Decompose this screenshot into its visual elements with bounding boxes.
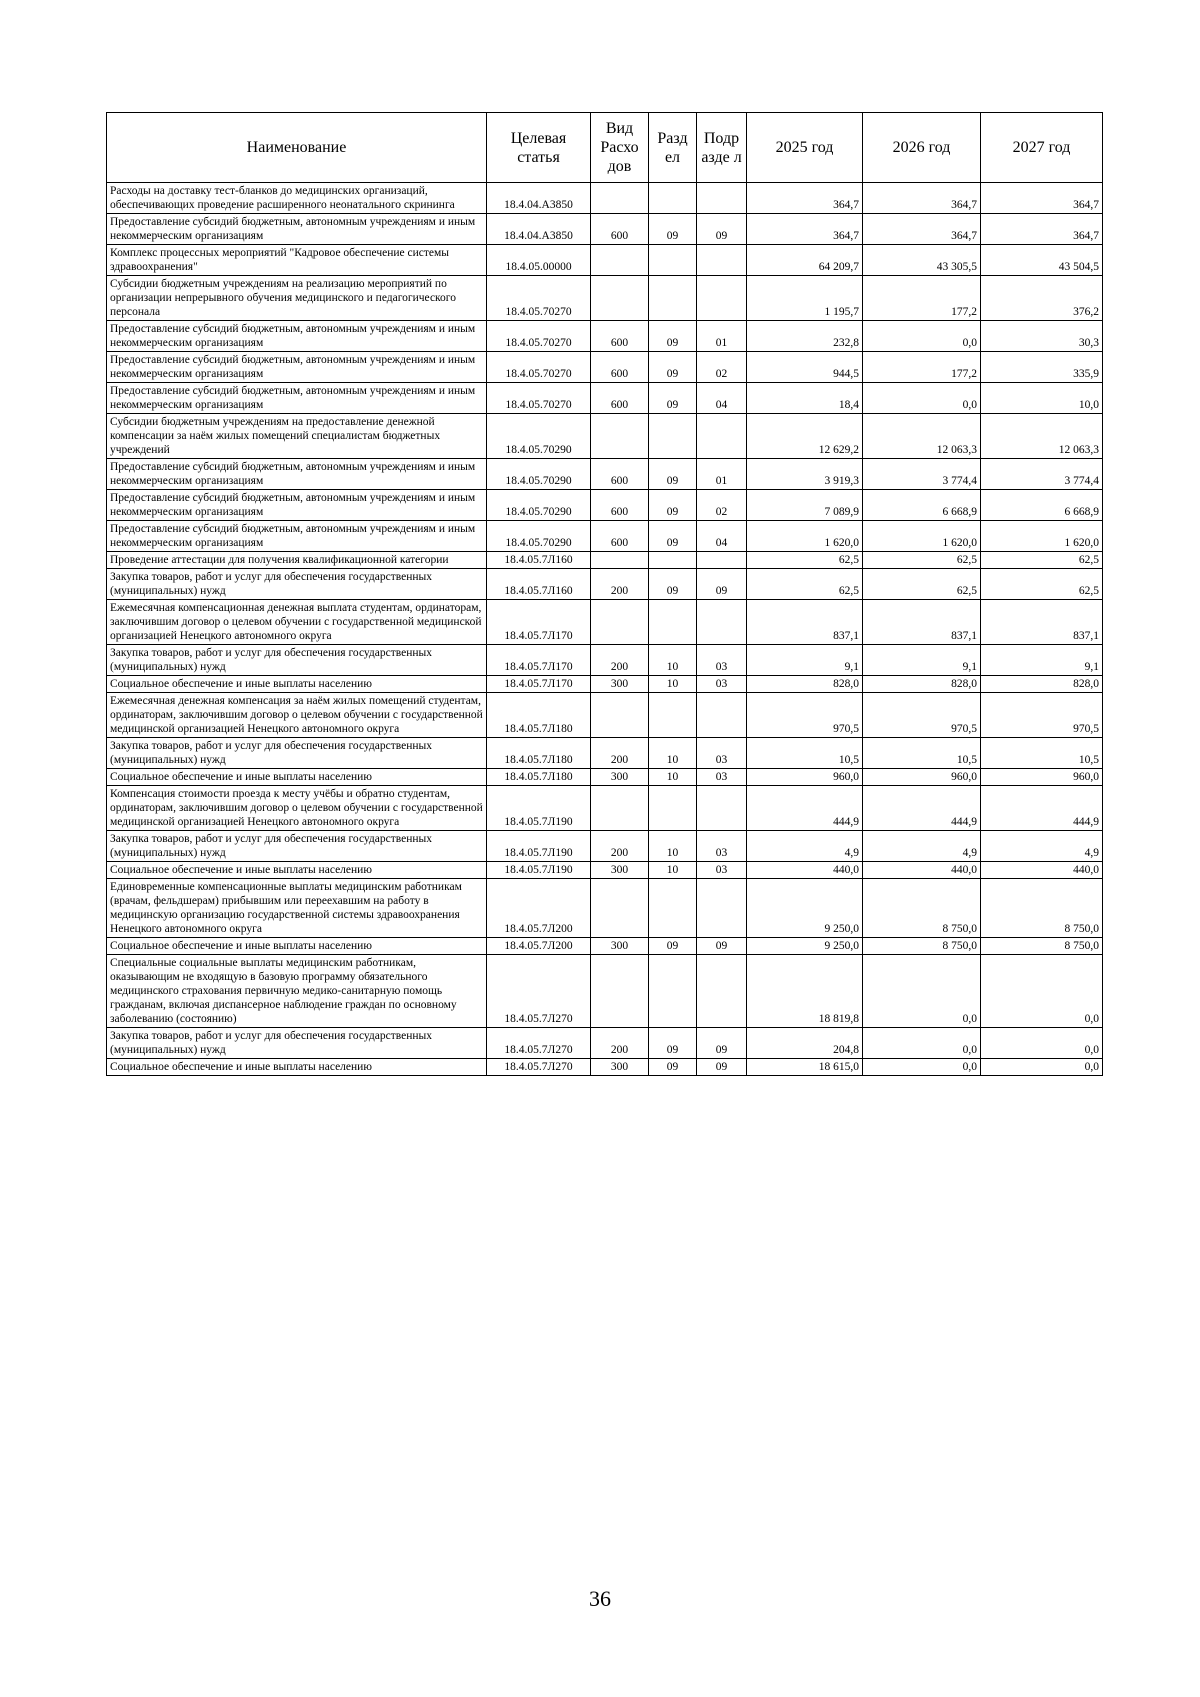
- table-row: [107, 521, 1103, 552]
- table-row: [107, 769, 1103, 786]
- row-2026: 970,5: [863, 693, 981, 738]
- row-2026: 960,0: [863, 769, 981, 786]
- row-subsection: 09: [697, 1059, 747, 1076]
- row-section: 10: [649, 862, 697, 879]
- row-2027: 10,0: [981, 383, 1103, 414]
- row-target-article: 18.4.05.7Л190: [487, 786, 591, 831]
- row-name: Социальное обеспечение и иные выплаты населению: [107, 1059, 487, 1076]
- row-subsection: [697, 245, 747, 276]
- row-2027: 440,0: [981, 862, 1103, 879]
- row-2025: 9 250,0: [747, 938, 863, 955]
- row-2027: 8 750,0: [981, 938, 1103, 955]
- row-target-article: 18.4.05.7Л200: [487, 938, 591, 955]
- row-2025: 12 629,2: [747, 414, 863, 459]
- table-row: [107, 600, 1103, 645]
- row-name: Закупка товаров, работ и услуг для обеспечения государственных (муниципальных) нужд: [107, 1028, 487, 1059]
- row-2025: 364,7: [747, 214, 863, 245]
- row-2026: 0,0: [863, 1059, 981, 1076]
- row-2026: 62,5: [863, 552, 981, 569]
- row-2025: 7 089,9: [747, 490, 863, 521]
- row-expense-type: [591, 276, 649, 321]
- row-expense-type: 600: [591, 214, 649, 245]
- row-2025: 10,5: [747, 738, 863, 769]
- row-target-article: 18.4.05.70270: [487, 383, 591, 414]
- row-subsection: 04: [697, 383, 747, 414]
- row-name: Проведение аттестации для получения квалификационной категории: [107, 552, 487, 569]
- row-target-article: 18.4.05.7Л160: [487, 552, 591, 569]
- row-name: Субсидии бюджетным учреждениям на предоставление денежной компенсации за наём жилых помещений специалистам бюджетных учреждений: [107, 414, 487, 459]
- row-subsection: [697, 786, 747, 831]
- row-name: Единовременные компенсационные выплаты медицинским работникам (врачам, фельдшерам) прибывшим или переехавшим на работу в медицинскую организацию государственной системы здравоохранения Ненецкого автономного округа: [107, 879, 487, 938]
- row-section: [649, 414, 697, 459]
- row-target-article: 18.4.05.70270: [487, 321, 591, 352]
- row-2027: 970,5: [981, 693, 1103, 738]
- row-section: [649, 600, 697, 645]
- row-subsection: 03: [697, 831, 747, 862]
- row-target-article: 18.4.05.7Л190: [487, 831, 591, 862]
- row-expense-type: [591, 879, 649, 938]
- row-2026: 177,2: [863, 276, 981, 321]
- row-subsection: [697, 600, 747, 645]
- table-row: [107, 676, 1103, 693]
- row-subsection: 03: [697, 738, 747, 769]
- row-section: 09: [649, 938, 697, 955]
- row-section: [649, 552, 697, 569]
- row-subsection: 04: [697, 521, 747, 552]
- row-subsection: 01: [697, 459, 747, 490]
- row-section: 10: [649, 738, 697, 769]
- row-section: 09: [649, 569, 697, 600]
- row-target-article: 18.4.05.7Л270: [487, 1059, 591, 1076]
- row-expense-type: 300: [591, 938, 649, 955]
- row-2025: 837,1: [747, 600, 863, 645]
- row-section: 10: [649, 831, 697, 862]
- row-2026: 10,5: [863, 738, 981, 769]
- row-section: [649, 786, 697, 831]
- row-name: Ежемесячная денежная компенсация за наём жилых помещений студентам, ординаторам, заключившим договор о целевом обучении с государственной медицинской организацией Ненецкого автономного округа: [107, 693, 487, 738]
- row-name: Компенсация стоимости проезда к месту учёбы и обратно студентам, ординаторам, заключившим договор о целевом обучении с государственной медицинской организацией Ненецкого автономного округа: [107, 786, 487, 831]
- row-target-article: 18.4.05.7Л170: [487, 645, 591, 676]
- row-target-article: 18.4.05.7Л200: [487, 879, 591, 938]
- row-subsection: 03: [697, 645, 747, 676]
- row-2025: 364,7: [747, 183, 863, 214]
- row-2026: 62,5: [863, 569, 981, 600]
- row-2027: 10,5: [981, 738, 1103, 769]
- row-target-article: 18.4.05.70290: [487, 490, 591, 521]
- row-2025: 18,4: [747, 383, 863, 414]
- row-name: Предоставление субсидий бюджетным, автономным учреждениям и иным некоммерческим организациям: [107, 521, 487, 552]
- row-expense-type: [591, 245, 649, 276]
- row-expense-type: 300: [591, 769, 649, 786]
- row-expense-type: 300: [591, 676, 649, 693]
- row-2027: 376,2: [981, 276, 1103, 321]
- row-expense-type: 300: [591, 862, 649, 879]
- row-2026: 828,0: [863, 676, 981, 693]
- table-row: [107, 786, 1103, 831]
- row-2025: 62,5: [747, 569, 863, 600]
- row-2025: 9 250,0: [747, 879, 863, 938]
- row-2027: 62,5: [981, 569, 1103, 600]
- row-target-article: 18.4.05.7Л180: [487, 738, 591, 769]
- table-row: [107, 1059, 1103, 1076]
- row-name: Социальное обеспечение и иные выплаты населению: [107, 676, 487, 693]
- table-row: [107, 1028, 1103, 1059]
- row-2027: 3 774,4: [981, 459, 1103, 490]
- row-expense-type: [591, 552, 649, 569]
- row-2026: 4,9: [863, 831, 981, 862]
- row-subsection: 03: [697, 676, 747, 693]
- row-2025: 1 195,7: [747, 276, 863, 321]
- row-2025: 18 615,0: [747, 1059, 863, 1076]
- row-subsection: [697, 414, 747, 459]
- row-2027: 62,5: [981, 552, 1103, 569]
- row-2026: 440,0: [863, 862, 981, 879]
- row-2027: 837,1: [981, 600, 1103, 645]
- row-section: [649, 693, 697, 738]
- row-section: 09: [649, 383, 697, 414]
- table-row: [107, 321, 1103, 352]
- row-name: Социальное обеспечение и иные выплаты населению: [107, 938, 487, 955]
- table-row: [107, 955, 1103, 1028]
- row-target-article: 18.4.05.7Л180: [487, 693, 591, 738]
- budget-table-container: [106, 112, 1102, 1076]
- row-2027: 1 620,0: [981, 521, 1103, 552]
- table-body: [107, 183, 1103, 1076]
- row-2025: 944,5: [747, 352, 863, 383]
- row-subsection: [697, 552, 747, 569]
- row-target-article: 18.4.05.70290: [487, 414, 591, 459]
- header-target-article: Целевая статья: [487, 113, 591, 183]
- row-2027: 12 063,3: [981, 414, 1103, 459]
- row-subsection: 09: [697, 938, 747, 955]
- row-expense-type: 200: [591, 831, 649, 862]
- budget-table: [106, 112, 1103, 1076]
- table-row: [107, 738, 1103, 769]
- row-2025: 204,8: [747, 1028, 863, 1059]
- row-subsection: 03: [697, 769, 747, 786]
- row-expense-type: [591, 414, 649, 459]
- row-expense-type: 600: [591, 459, 649, 490]
- row-target-article: 18.4.05.7Л190: [487, 862, 591, 879]
- row-2027: 364,7: [981, 183, 1103, 214]
- row-section: 09: [649, 459, 697, 490]
- row-name: Закупка товаров, работ и услуг для обеспечения государственных (муниципальных) нужд: [107, 738, 487, 769]
- row-name: Закупка товаров, работ и услуг для обеспечения государственных (муниципальных) нужд: [107, 645, 487, 676]
- row-target-article: 18.4.05.7Л270: [487, 955, 591, 1028]
- table-row: [107, 214, 1103, 245]
- row-name: Ежемесячная компенсационная денежная выплата студентам, ординаторам, заключившим договор о целевом обучении с государственной медицинской организацией Ненецкого автономного округа: [107, 600, 487, 645]
- row-target-article: 18.4.05.7Л170: [487, 600, 591, 645]
- row-2025: 18 819,8: [747, 955, 863, 1028]
- row-2025: 62,5: [747, 552, 863, 569]
- row-subsection: [697, 879, 747, 938]
- table-row: [107, 552, 1103, 569]
- row-target-article: 18.4.05.70290: [487, 521, 591, 552]
- row-name: Предоставление субсидий бюджетным, автономным учреждениям и иным некоммерческим организациям: [107, 490, 487, 521]
- row-expense-type: [591, 693, 649, 738]
- row-subsection: [697, 693, 747, 738]
- row-target-article: 18.4.05.7Л170: [487, 676, 591, 693]
- row-subsection: [697, 276, 747, 321]
- row-name: Предоставление субсидий бюджетным, автономным учреждениям и иным некоммерческим организациям: [107, 214, 487, 245]
- row-2026: 6 668,9: [863, 490, 981, 521]
- row-section: 10: [649, 645, 697, 676]
- row-expense-type: 600: [591, 321, 649, 352]
- row-expense-type: [591, 955, 649, 1028]
- row-name: Закупка товаров, работ и услуг для обеспечения государственных (муниципальных) нужд: [107, 569, 487, 600]
- row-expense-type: 600: [591, 383, 649, 414]
- table-row: [107, 831, 1103, 862]
- row-name: Комплекс процессных мероприятий "Кадровое обеспечение системы здравоохранения": [107, 245, 487, 276]
- row-section: 09: [649, 352, 697, 383]
- row-2027: 335,9: [981, 352, 1103, 383]
- row-section: [649, 955, 697, 1028]
- row-2027: 6 668,9: [981, 490, 1103, 521]
- row-2026: 177,2: [863, 352, 981, 383]
- row-2026: 0,0: [863, 383, 981, 414]
- row-2025: 4,9: [747, 831, 863, 862]
- row-subsection: [697, 183, 747, 214]
- row-2025: 232,8: [747, 321, 863, 352]
- row-subsection: 09: [697, 1028, 747, 1059]
- row-expense-type: 200: [591, 645, 649, 676]
- table-row: [107, 276, 1103, 321]
- row-2026: 8 750,0: [863, 938, 981, 955]
- row-subsection: 03: [697, 862, 747, 879]
- row-target-article: 18.4.05.70270: [487, 276, 591, 321]
- row-section: 09: [649, 321, 697, 352]
- header-expense-type: Вид Расхо дов: [591, 113, 649, 183]
- row-section: [649, 276, 697, 321]
- row-expense-type: 600: [591, 352, 649, 383]
- row-target-article: 18.4.05.7Л160: [487, 569, 591, 600]
- table-row: [107, 352, 1103, 383]
- row-target-article: 18.4.04.А3850: [487, 183, 591, 214]
- row-2027: 0,0: [981, 1028, 1103, 1059]
- row-subsection: 02: [697, 490, 747, 521]
- row-2027: 960,0: [981, 769, 1103, 786]
- table-row: [107, 569, 1103, 600]
- header-2025: 2025 год: [747, 113, 863, 183]
- row-subsection: 02: [697, 352, 747, 383]
- row-section: [649, 879, 697, 938]
- row-expense-type: 600: [591, 490, 649, 521]
- row-name: Социальное обеспечение и иные выплаты населению: [107, 769, 487, 786]
- row-target-article: 18.4.05.7Л180: [487, 769, 591, 786]
- table-row: [107, 879, 1103, 938]
- row-2027: 43 504,5: [981, 245, 1103, 276]
- row-name: Социальное обеспечение и иные выплаты населению: [107, 862, 487, 879]
- row-section: 09: [649, 214, 697, 245]
- row-expense-type: 200: [591, 569, 649, 600]
- row-expense-type: 600: [591, 521, 649, 552]
- row-section: [649, 245, 697, 276]
- row-section: 10: [649, 769, 697, 786]
- row-expense-type: 200: [591, 1028, 649, 1059]
- row-subsection: [697, 955, 747, 1028]
- row-section: 10: [649, 676, 697, 693]
- row-expense-type: 300: [591, 1059, 649, 1076]
- table-row: [107, 862, 1103, 879]
- row-2025: 444,9: [747, 786, 863, 831]
- row-target-article: 18.4.05.70270: [487, 352, 591, 383]
- row-target-article: 18.4.05.7Л270: [487, 1028, 591, 1059]
- row-section: 09: [649, 1028, 697, 1059]
- row-2027: 0,0: [981, 955, 1103, 1028]
- header-name: Наименование: [107, 113, 487, 183]
- table-header-row: [107, 113, 1103, 183]
- row-expense-type: [591, 183, 649, 214]
- row-target-article: 18.4.05.00000: [487, 245, 591, 276]
- row-2026: 9,1: [863, 645, 981, 676]
- row-expense-type: 200: [591, 738, 649, 769]
- row-name: Предоставление субсидий бюджетным, автономным учреждениям и иным некоммерческим организациям: [107, 352, 487, 383]
- table-row: [107, 645, 1103, 676]
- row-subsection: 09: [697, 569, 747, 600]
- row-2027: 364,7: [981, 214, 1103, 245]
- row-2027: 9,1: [981, 645, 1103, 676]
- row-2025: 9,1: [747, 645, 863, 676]
- row-2026: 1 620,0: [863, 521, 981, 552]
- row-2027: 0,0: [981, 1059, 1103, 1076]
- row-section: 09: [649, 1059, 697, 1076]
- row-2026: 12 063,3: [863, 414, 981, 459]
- row-2025: 64 209,7: [747, 245, 863, 276]
- row-2025: 960,0: [747, 769, 863, 786]
- header-2027: 2027 год: [981, 113, 1103, 183]
- row-2026: 3 774,4: [863, 459, 981, 490]
- row-target-article: 18.4.05.70290: [487, 459, 591, 490]
- page-number: 36: [589, 1586, 611, 1611]
- row-2026: 364,7: [863, 183, 981, 214]
- row-target-article: 18.4.04.А3850: [487, 214, 591, 245]
- row-2026: 0,0: [863, 1028, 981, 1059]
- row-2025: 440,0: [747, 862, 863, 879]
- row-name: Специальные социальные выплаты медицинским работникам, оказывающим не входящую в базовую программу обязательного медицинского страхования первичную медико-санитарную помощь гражданам, включая диспансерное наблюдение граждан по основному заболеванию (состоянию): [107, 955, 487, 1028]
- row-2027: 444,9: [981, 786, 1103, 831]
- table-row: [107, 414, 1103, 459]
- header-section: Разд ел: [649, 113, 697, 183]
- row-section: 09: [649, 521, 697, 552]
- row-section: [649, 183, 697, 214]
- row-2026: 837,1: [863, 600, 981, 645]
- table-row: [107, 459, 1103, 490]
- row-name: Субсидии бюджетным учреждениям на реализацию мероприятий по организации непрерывного обучения медицинского и педагогического персонала: [107, 276, 487, 321]
- table-row: [107, 245, 1103, 276]
- table-row: [107, 693, 1103, 738]
- row-name: Предоставление субсидий бюджетным, автономным учреждениям и иным некоммерческим организациям: [107, 383, 487, 414]
- row-2025: 1 620,0: [747, 521, 863, 552]
- row-name: Предоставление субсидий бюджетным, автономным учреждениям и иным некоммерческим организациям: [107, 321, 487, 352]
- row-2025: 828,0: [747, 676, 863, 693]
- row-name: Закупка товаров, работ и услуг для обеспечения государственных (муниципальных) нужд: [107, 831, 487, 862]
- row-expense-type: [591, 600, 649, 645]
- row-2027: 4,9: [981, 831, 1103, 862]
- row-subsection: 09: [697, 214, 747, 245]
- row-2026: 0,0: [863, 955, 981, 1028]
- row-name: Предоставление субсидий бюджетным, автономным учреждениям и иным некоммерческим организациям: [107, 459, 487, 490]
- row-2027: 828,0: [981, 676, 1103, 693]
- row-2026: 444,9: [863, 786, 981, 831]
- row-expense-type: [591, 786, 649, 831]
- row-2025: 3 919,3: [747, 459, 863, 490]
- row-2026: 43 305,5: [863, 245, 981, 276]
- header-subsection: Подр азде л: [697, 113, 747, 183]
- table-row: [107, 938, 1103, 955]
- row-2025: 970,5: [747, 693, 863, 738]
- row-section: 09: [649, 490, 697, 521]
- row-subsection: 01: [697, 321, 747, 352]
- table-row: [107, 183, 1103, 214]
- row-name: Расходы на доставку тест-бланков до медицинских организаций, обеспечивающих проведение расширенного неонатального скрининга: [107, 183, 487, 214]
- row-2026: 8 750,0: [863, 879, 981, 938]
- row-2026: 0,0: [863, 321, 981, 352]
- row-2027: 30,3: [981, 321, 1103, 352]
- header-2026: 2026 год: [863, 113, 981, 183]
- row-2026: 364,7: [863, 214, 981, 245]
- table-row: [107, 383, 1103, 414]
- table-row: [107, 490, 1103, 521]
- row-2027: 8 750,0: [981, 879, 1103, 938]
